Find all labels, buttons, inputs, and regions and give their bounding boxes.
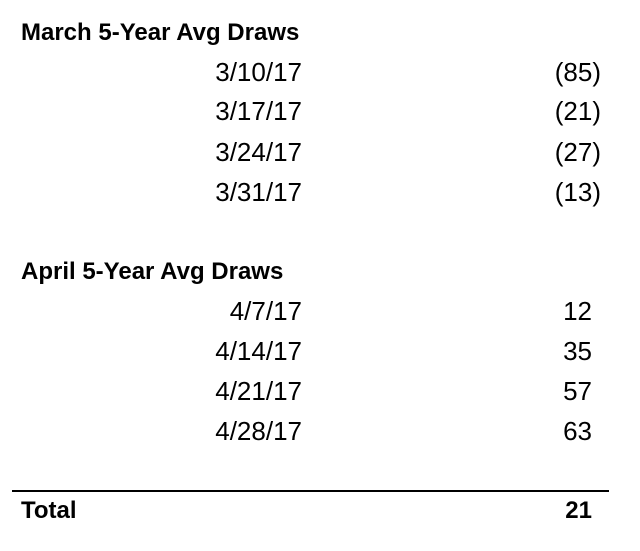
table-row-march-3 — [0, 137, 640, 167]
table-row-april-1 — [0, 296, 640, 326]
march-section-title: March 5-Year Avg Draws — [21, 19, 300, 46]
total-value: 21 — [565, 497, 592, 524]
row-date: 3/31/17 — [215, 177, 302, 207]
row-date: 4/21/17 — [215, 376, 302, 406]
row-value: (13) — [554, 177, 601, 207]
table-row-march-2 — [0, 96, 640, 126]
row-value: (27) — [554, 137, 601, 167]
table-row-march-4 — [0, 177, 640, 207]
row-value: 12 — [563, 296, 592, 326]
row-value: (85) — [554, 57, 601, 87]
row-date: 4/14/17 — [215, 336, 302, 366]
table-row-april-3 — [0, 376, 640, 406]
total-label: Total — [21, 497, 77, 524]
row-date: 3/24/17 — [215, 137, 302, 167]
table-row-april-2 — [0, 336, 640, 366]
table-row-april-4 — [0, 416, 640, 446]
table-row-march-1 — [0, 57, 640, 87]
row-date: 3/17/17 — [215, 96, 302, 126]
row-date: 4/7/17 — [229, 296, 302, 326]
april-section-title: April 5-Year Avg Draws — [21, 258, 284, 285]
row-value: 63 — [563, 416, 592, 446]
row-date: 4/28/17 — [215, 416, 302, 446]
total-divider — [12, 490, 609, 492]
row-value: 57 — [563, 376, 592, 406]
row-value: 35 — [563, 336, 592, 366]
row-value: (21) — [554, 96, 601, 126]
row-date: 3/10/17 — [215, 57, 302, 87]
